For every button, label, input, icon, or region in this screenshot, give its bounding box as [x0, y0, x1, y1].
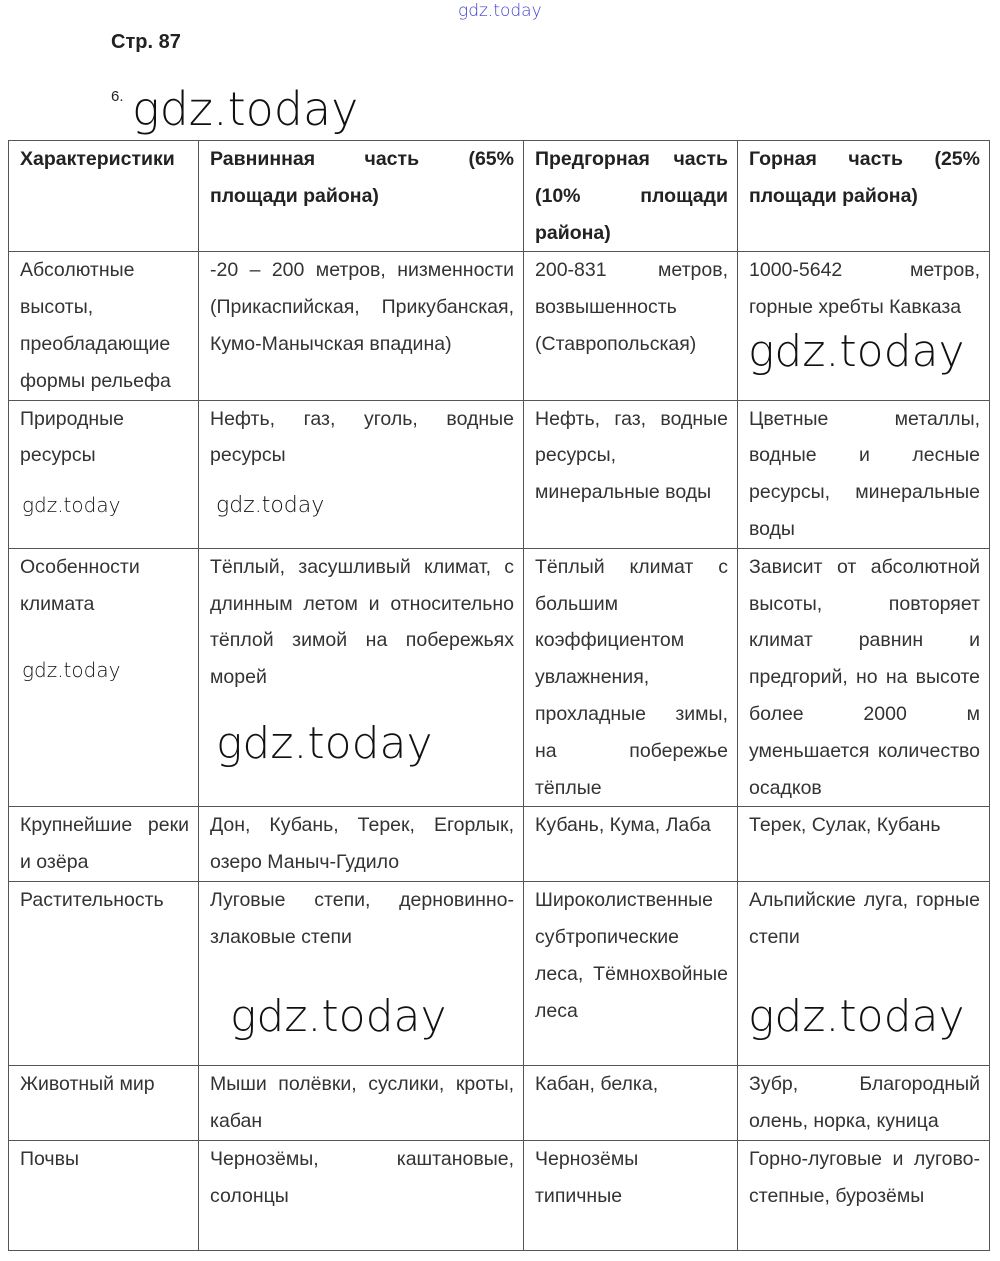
table-cell: Растительность [9, 882, 199, 1066]
header-cell: Горная часть (25% площади района) [738, 141, 990, 252]
table-cell: Зубр, Благородный олень, норка, куница [738, 1066, 990, 1141]
watermark-top: gdz.today [458, 1, 542, 21]
page-reference: Стр. 87 [111, 31, 181, 53]
table-cell: 200-831 метров, возвышенность (Ставропольская) [524, 252, 738, 400]
table-cell: Кубань, Кума, Лаба [524, 807, 738, 882]
header-cell: Предгорная часть (10% площади района) [524, 141, 738, 252]
table-cell: Терек, Сулак, Кубань [738, 807, 990, 882]
table-cell: Зависит от абсолютной высоты, повторяет климат равнин и предгорий, но на высоте более 2000 м уменьшается количество осадков [738, 548, 990, 807]
table-row [9, 807, 990, 882]
watermark: gdz.today [748, 326, 965, 377]
table-cell: Кабан, белка, [524, 1066, 738, 1141]
table-cell: Абсолютные высоты, преобладающие формы рельефа [9, 252, 199, 400]
watermark: gdz.today [748, 991, 965, 1042]
table-cell: Луговые степи, дерновинно-злаковые степи [199, 882, 524, 1066]
table-cell: Нефть, газ, водные ресурсы, минеральные воды [524, 400, 738, 548]
table-cell: Чернозёмы, каштановые, солонцы [199, 1140, 524, 1250]
table-row [9, 1066, 990, 1141]
header-cell: Равнинная часть (65% площади района) [199, 141, 524, 252]
header-cell: Характеристики [9, 141, 199, 252]
table-cell: -20 – 200 метров, низменности (Прикаспийская, Прикубанская, Кумо-Манычская впадина) [199, 252, 524, 400]
watermark: gdz.today [216, 718, 433, 769]
table-cell: Широколиственные субтропические леса, Тёмнохвойные леса [524, 882, 738, 1066]
table-cell: Альпийские луга, горные степи [738, 882, 990, 1066]
table-header-row [9, 141, 990, 252]
table-cell: Нефть, газ, уголь, водные ресурсы [199, 400, 524, 548]
watermark: gdz.today [230, 991, 447, 1042]
watermark: gdz.today [216, 493, 325, 518]
table-row [9, 400, 990, 548]
table-cell: Тёплый, засушливый климат, с длинным летом и относительно тёплой зимой на побережьях морей [199, 548, 524, 807]
table-cell: Почвы [9, 1140, 199, 1250]
table-row [9, 1140, 990, 1250]
table-cell: Природные ресурсы [9, 400, 199, 548]
table-cell: Горно-луговые и лугово-степные, бурозёмы [738, 1140, 990, 1250]
characteristics-table [8, 140, 990, 1251]
table-cell: Крупнейшие реки и озёра [9, 807, 199, 882]
table-cell: Цветные металлы, водные и лесные ресурсы, минеральные воды [738, 400, 990, 548]
table-cell: Чернозёмы типичные [524, 1140, 738, 1250]
table-cell: Мыши полёвки, суслики, кроты, кабан [199, 1066, 524, 1141]
table-cell: Особенности климата [9, 548, 199, 807]
watermark: gdz.today [132, 82, 359, 136]
watermark: gdz.today [22, 493, 121, 517]
table-cell: 1000-5642 метров, горные хребты Кавказа [738, 252, 990, 400]
table-cell: Животный мир [9, 1066, 199, 1141]
task-number: 6. [111, 88, 124, 105]
table-cell: Тёплый климат с большим коэффициентом увлажнения, прохладные зимы, на побережье тёплые [524, 548, 738, 807]
watermark: gdz.today [22, 658, 121, 682]
table-row [9, 548, 990, 807]
table-cell: Дон, Кубань, Терек, Егорлык, озеро Маныч-Гудило [199, 807, 524, 882]
